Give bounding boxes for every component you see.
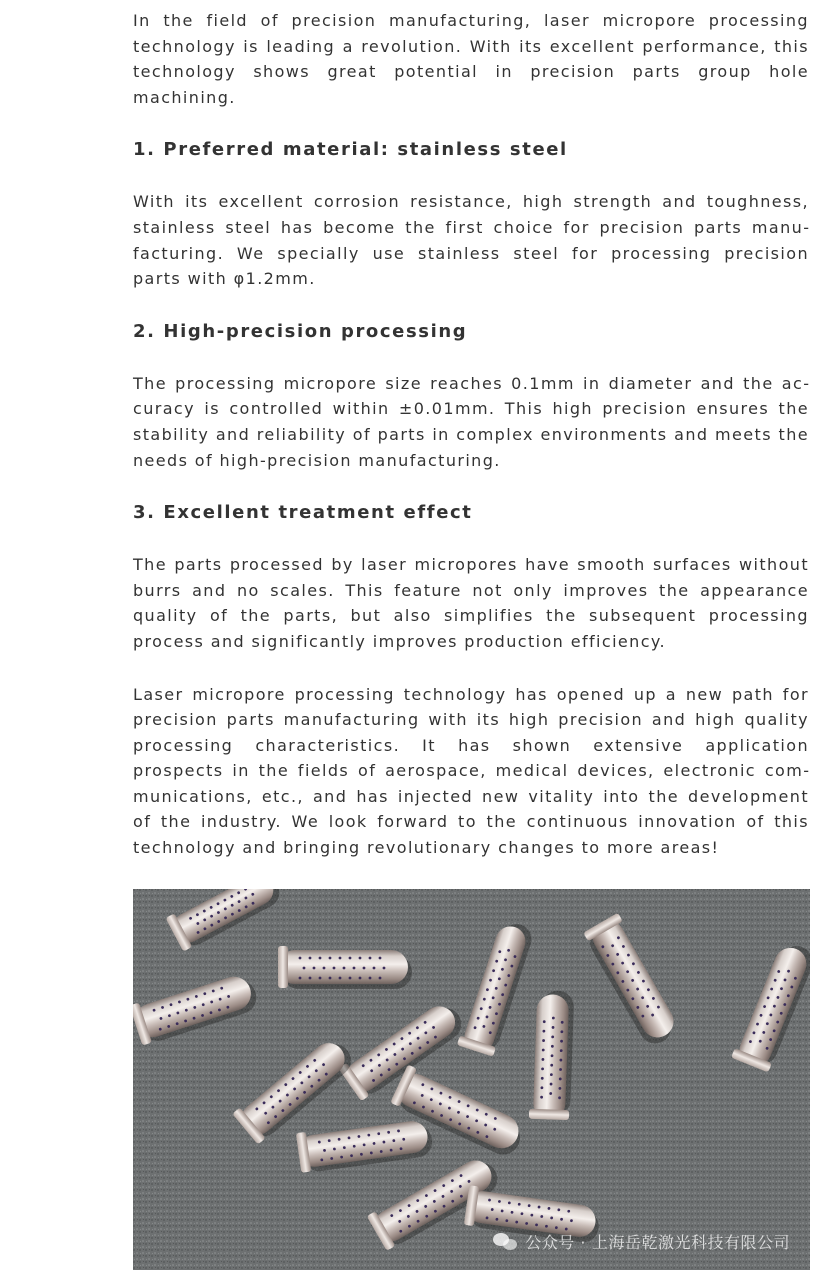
section-1-paragraph: With its excellent corrosion resistance, high strength and toughness, stainless steel has become the first choice for precision parts manufacturing. We specially use stainless steel for processing precision parts with φ1.2mm. — [133, 192, 809, 289]
conclusion-paragraph: Laser micropore processing technology has opened up a new path for precision parts manufacturing with its high precision and high quality processing characteristics. It has shown extensive application prospects in the fields of aerospace, medical devices, electronic communications, etc., and has injected new vitality into the development of the industry. We look forward to the continuous innovation of this technology and bringing revolutionary changes to more areas! — [133, 684, 809, 858]
intro-paragraph: In the field of precision manufacturing, laser micropore processing technology is leading a revolution. With its excellent performance, this technology shows great potential in precision parts group hole machining. — [133, 11, 809, 107]
product-photo — [133, 889, 810, 1270]
watermark-account: 上海岳乾激光科技有限公司 — [591, 1233, 790, 1252]
perforated-steel-parts-image — [133, 889, 810, 1270]
section-3-paragraph: The parts processed by laser micropores have smooth surfaces without burrs and no scales. This feature not only improves the appearance quality of the parts, but also simplifies the subsequent processing process and significantly improves production efficiency. — [133, 555, 809, 651]
section-3-heading: 3. Excellent treatment effect — [133, 502, 473, 524]
watermark-prefix: 公众号 · — [525, 1233, 586, 1252]
section-1-heading: 1. Preferred material: stainless steel — [133, 139, 568, 161]
steel-tube — [278, 946, 412, 989]
section-2-paragraph: The processing micropore size reaches 0.1mm in diameter and the accuracy is controlled within ±0.01mm. This high precision ensures the stability and reliability of parts in complex environments and meets the needs of high-precision manufacturing. — [133, 373, 809, 470]
wechat-watermark — [493, 1230, 790, 1253]
article-body — [133, 8, 809, 861]
section-2-heading: 2. High-precision processing — [133, 320, 468, 342]
wechat-icon — [493, 1232, 519, 1252]
